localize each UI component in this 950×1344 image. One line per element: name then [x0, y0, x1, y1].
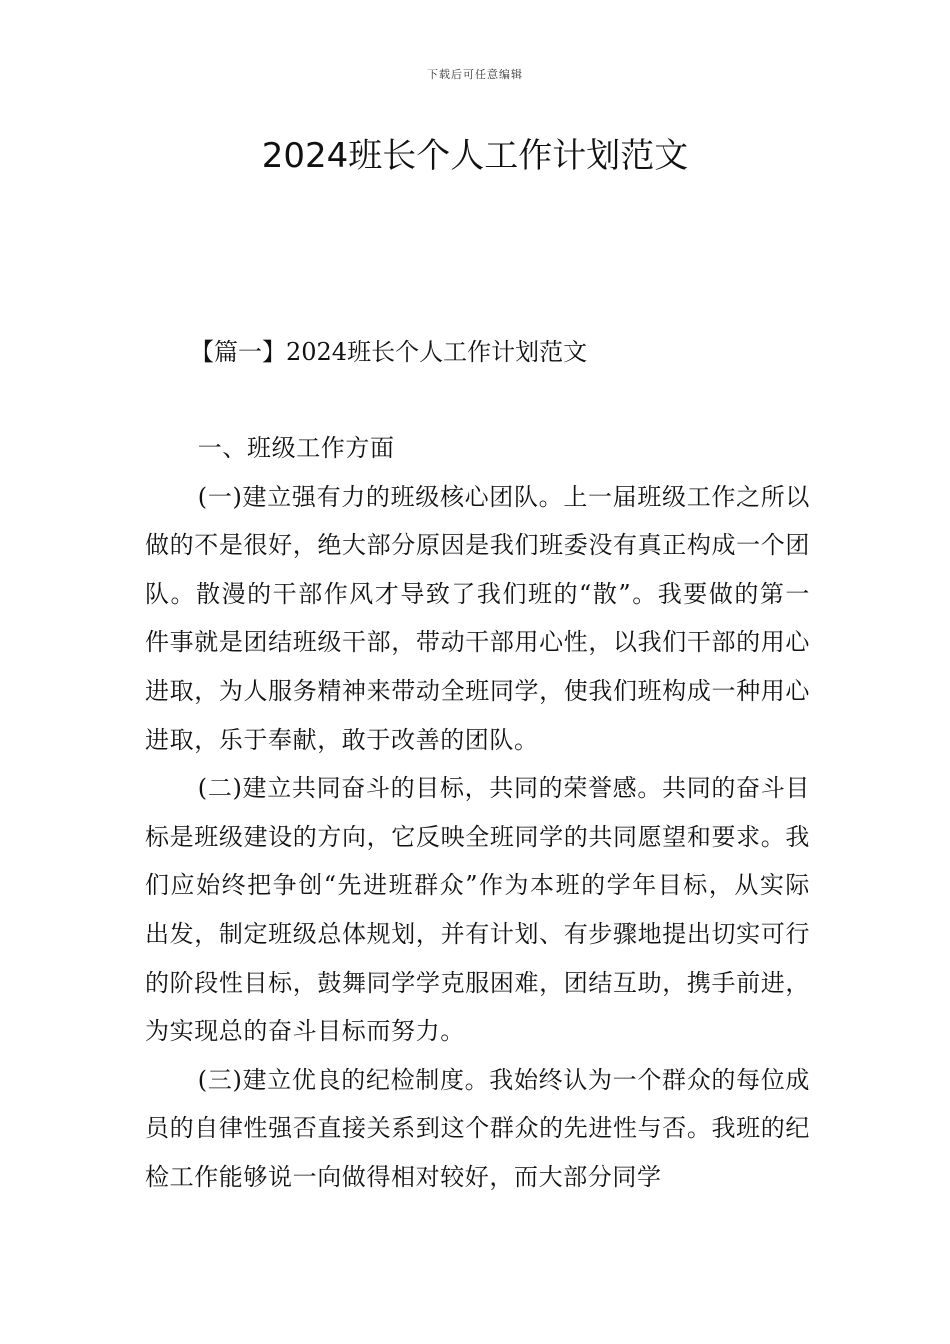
paragraph-2: (二)建立共同奋斗的目标，共同的荣誉感。共同的奋斗目标是班级建设的方向，它反映全班同学的共同愿望和要求。我们应始终把争创“先进班群众”作为本班的学年目标，从实际出发，制定班级总体规划，并有计划、有步骤地提出切实可行的阶段性目标，鼓舞同学学克服困难，团结互助，携手前进，为实现总的奋斗目标而努力。 [145, 774, 810, 1046]
paragraph-3: (三)建立优良的纪检制度。我始终认为一个群众的每位成员的自律性强否直接关系到这个群众的先进性与否。我班的纪检工作能够说一向做得相对较好，而大部分同学 [145, 1065, 810, 1191]
section-heading: 【篇一】2024班长个人工作计划范文 [190, 338, 588, 366]
document-body [145, 424, 810, 1202]
document-title: 2024班长个人工作计划范文 [261, 136, 689, 176]
header-note: 下载后可任意编辑 [427, 68, 523, 81]
paragraph-heading-class-work: 一、班级工作方面 [197, 434, 395, 462]
paragraph-1: (一)建立强有力的班级核心团队。上一届班级工作之所以做的不是很好，绝大部分原因是我们班委没有真正构成一个团队。散漫的干部作风才导致了我们班的“散”。我要做的第一件事就是团结班级干部，带动干部用心性，以我们干部的用心进取，为人服务精神来带动全班同学，使我们班构成一种用心进取，乐于奉献，敢于改善的团队。 [145, 482, 810, 754]
